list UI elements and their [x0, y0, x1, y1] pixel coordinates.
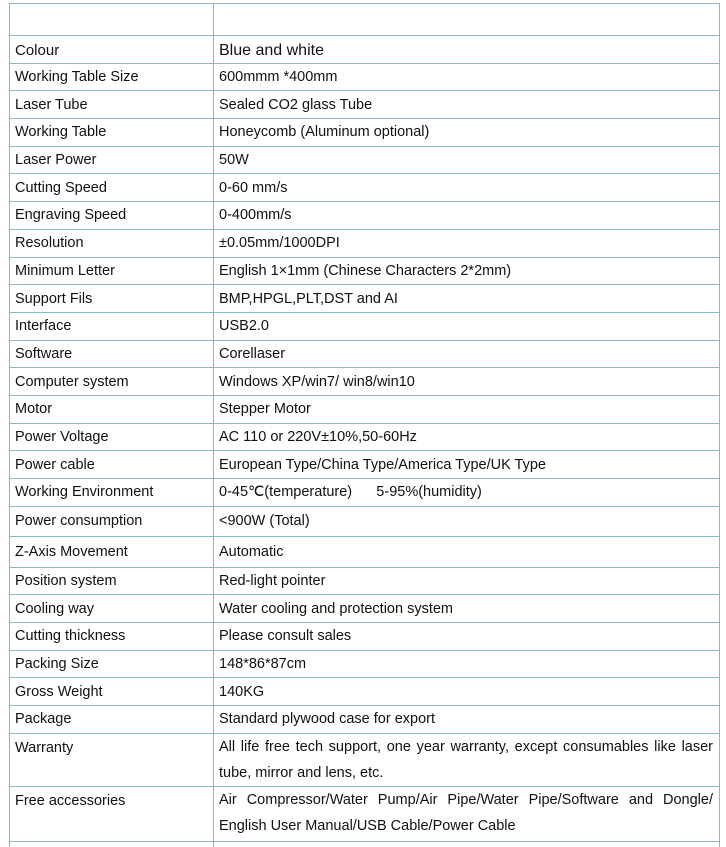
table-row: [10, 229, 720, 257]
blank-cell: [10, 841, 214, 847]
spec-value: English 1×1mm (Chinese Characters 2*2mm): [214, 257, 720, 285]
spec-label: Packing Size: [10, 650, 214, 678]
spec-label: Power consumption: [10, 506, 214, 537]
spec-label: Motor: [10, 395, 214, 423]
spec-label: Laser Tube: [10, 91, 214, 119]
spec-label: Support Fils: [10, 285, 214, 313]
spec-label: Cutting thickness: [10, 623, 214, 651]
spec-value: 0-400mm/s: [214, 202, 720, 230]
spec-label: Resolution: [10, 229, 214, 257]
spec-label: Package: [10, 706, 214, 734]
blank-cell: [10, 4, 214, 36]
spec-value: BMP,HPGL,PLT,DST and AI: [214, 285, 720, 313]
spec-label: Interface: [10, 312, 214, 340]
spec-value: Air Compressor/Water Pump/Air Pipe/Water Pipe/Software and Dongle/ English User Manual/USB Cable/Power Cable: [214, 786, 720, 841]
table-row: [10, 650, 720, 678]
spec-value: Standard plywood case for export: [214, 706, 720, 734]
spec-value: European Type/China Type/America Type/UK Type: [214, 451, 720, 479]
table-row: [10, 567, 720, 595]
spec-label: Cutting Speed: [10, 174, 214, 202]
spec-value: Corellaser: [214, 340, 720, 368]
spec-label: Working Environment: [10, 479, 214, 507]
table-row: [10, 63, 720, 91]
spec-value: 0-45℃(temperature) 5-95%(humidity): [214, 479, 720, 507]
spec-value: All life free tech support, one year warranty, except consumables like laser tube, mirror and lens, etc.: [214, 733, 720, 786]
table-row: [10, 678, 720, 706]
table-row: [10, 706, 720, 734]
spec-label: Position system: [10, 567, 214, 595]
spec-label: Engraving Speed: [10, 202, 214, 230]
spec-value: Red-light pointer: [214, 567, 720, 595]
table-row: [10, 786, 720, 841]
blank-cell: [214, 841, 720, 847]
spec-value: 600mmm *400mm: [214, 63, 720, 91]
spec-value: 50W: [214, 146, 720, 174]
table-row: [10, 506, 720, 537]
spec-value: USB2.0: [214, 312, 720, 340]
table-row: [10, 91, 720, 119]
spec-label: Power Voltage: [10, 423, 214, 451]
table-row: [10, 36, 720, 64]
table-row: [10, 595, 720, 623]
table-row: [10, 451, 720, 479]
spec-value: Windows XP/win7/ win8/win10: [214, 368, 720, 396]
table-row: [10, 733, 720, 786]
table-row: [10, 623, 720, 651]
table-row: [10, 202, 720, 230]
spec-value: Water cooling and protection system: [214, 595, 720, 623]
spec-value: 148*86*87cm: [214, 650, 720, 678]
spec-label: Warranty: [10, 733, 214, 786]
spec-table: [9, 3, 720, 847]
spec-label: Minimum Letter: [10, 257, 214, 285]
spec-value: Honeycomb (Aluminum optional): [214, 119, 720, 147]
spec-value: 140KG: [214, 678, 720, 706]
spec-label: Z-Axis Movement: [10, 537, 214, 568]
spec-value: ±0.05mm/1000DPI: [214, 229, 720, 257]
table-row: [10, 119, 720, 147]
spec-label: Working Table Size: [10, 63, 214, 91]
table-row: [10, 479, 720, 507]
table-row: [10, 257, 720, 285]
spec-label: Cooling way: [10, 595, 214, 623]
spec-value: Stepper Motor: [214, 395, 720, 423]
spec-label: Power cable: [10, 451, 214, 479]
spec-value: Blue and white: [214, 36, 720, 64]
spec-value: Sealed CO2 glass Tube: [214, 91, 720, 119]
table-row: [10, 285, 720, 313]
spec-value: Automatic: [214, 537, 720, 568]
spec-value: 0-60 mm/s: [214, 174, 720, 202]
table-row: [10, 146, 720, 174]
table-row: [10, 537, 720, 568]
table-row: [10, 340, 720, 368]
table-row: [10, 368, 720, 396]
table-row-blank: [10, 4, 720, 36]
spec-label: Colour: [10, 36, 214, 64]
table-row: [10, 174, 720, 202]
table-row: [10, 312, 720, 340]
spec-label: Laser Power: [10, 146, 214, 174]
spec-value: AC 110 or 220V±10%,50-60Hz: [214, 423, 720, 451]
spec-value: Please consult sales: [214, 623, 720, 651]
spec-label: Working Table: [10, 119, 214, 147]
table-row: [10, 395, 720, 423]
spec-value: <900W (Total): [214, 506, 720, 537]
blank-cell: [214, 4, 720, 36]
spec-label: Software: [10, 340, 214, 368]
spec-label: Gross Weight: [10, 678, 214, 706]
spec-label: Free accessories: [10, 786, 214, 841]
table-row-tail: [10, 841, 720, 847]
spec-label: Computer system: [10, 368, 214, 396]
table-row: [10, 423, 720, 451]
